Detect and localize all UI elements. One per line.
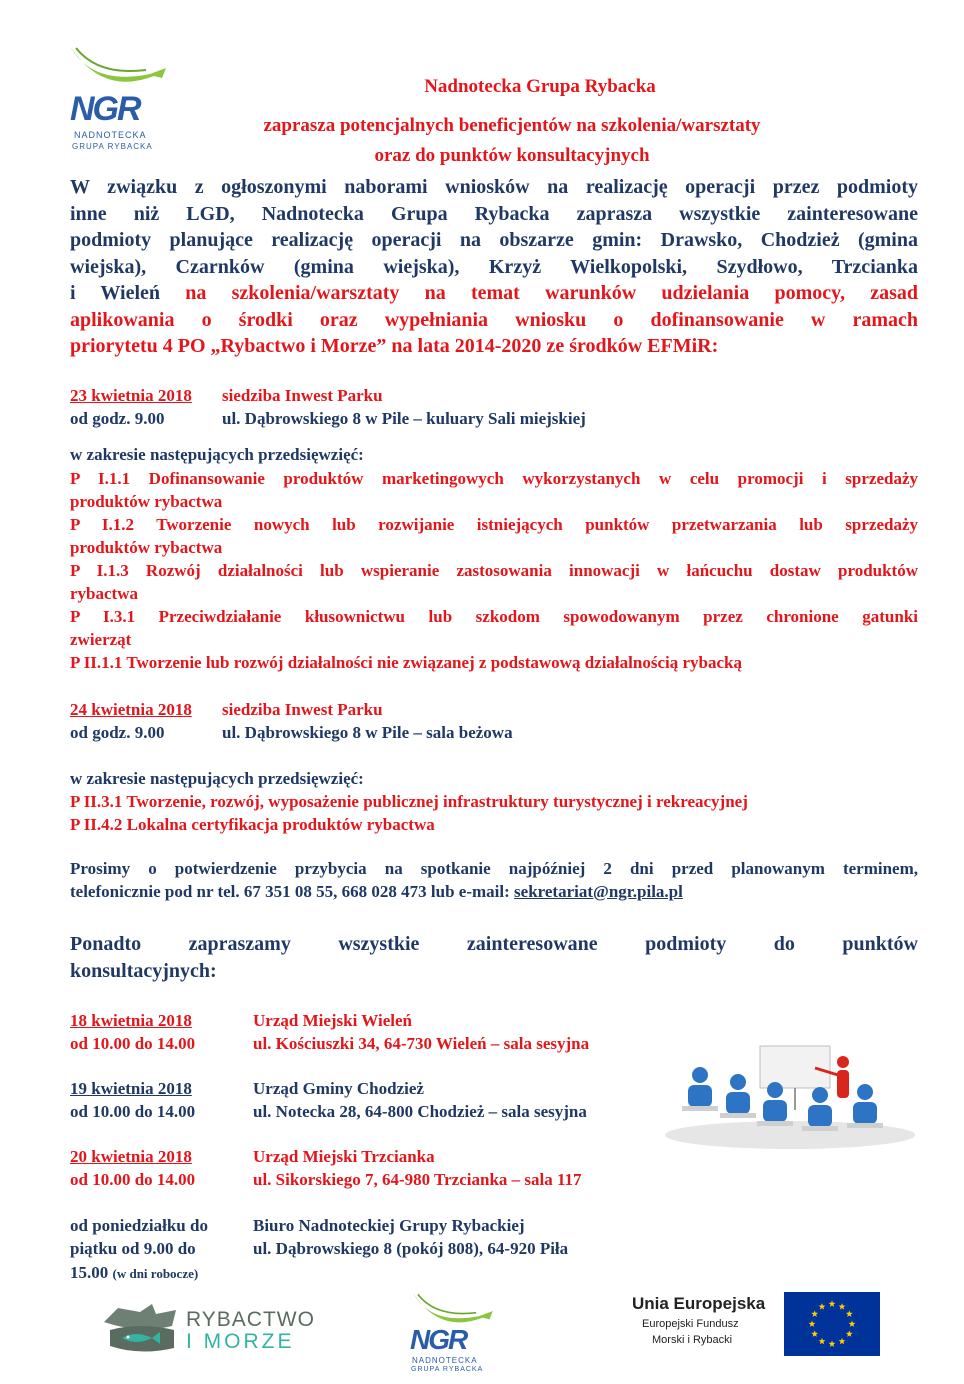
ngr-logo-line1: NADNOTECKA [74, 130, 147, 140]
session2-date-row [70, 698, 920, 721]
intro-line-6: aplikowania o środki oraz wypełniania wniosku o dofinansowanie w ramach [70, 308, 918, 331]
office-hours-note: (w dni robocze) [112, 1266, 199, 1281]
intro-paragraph [70, 174, 918, 360]
office-row-1 [70, 1214, 920, 1237]
consult2-date: 19 kwietnia 2018 [70, 1079, 192, 1098]
fish-pair-icon [100, 1300, 180, 1355]
intro-line-7: priorytetu 4 PO „Rybactwo i Morze” na lata 2014-2020 ze środków EFMiR: [70, 335, 719, 357]
consult-intro-line-2: konsultacyjnych: [70, 959, 217, 982]
meeting-illustration [660, 1040, 920, 1150]
consult2-address: ul. Notecka 28, 64-800 Chodzież – sala sesyjna [253, 1102, 587, 1121]
intro-line-3: podmioty planujące realizację operacji na obszarze gmin: Drawsko, Chodzież (gmina [70, 229, 918, 251]
ngr-bottom-line2: GRUPA RYBACKA [411, 1366, 484, 1373]
session1-scope-label: w zakresie następujących przedsięwzięć: [70, 445, 364, 464]
rybactwo-i-morze-logo [100, 1300, 315, 1360]
session1-time-row [70, 407, 920, 430]
office-address: ul. Dąbrowskiego 8 (pokój 808), 64-920 Piła [253, 1239, 569, 1258]
office-hours-l1: od poniedziałku do [70, 1216, 208, 1235]
confirm-line-1: Prosimy o potwierdzenie przybycia na spotkanie najpóźniej 2 dni przed planowanym terminem, [70, 859, 918, 878]
session1-item: P I.1.2 Tworzenie nowych lub rozwijanie istniejących punktów przetwarzania lub sprzedaży produktów rybactwa [70, 515, 918, 557]
session2-time: od godz. 9.00 [70, 723, 165, 742]
eu-logo-block [626, 1292, 886, 1356]
consult1-date-row [70, 1009, 920, 1032]
session1-item: P II.1.1 Tworzenie lub rozwój działalności nie związanej z podstawową działalnością rybacką [70, 653, 742, 672]
ngr-logo-text: NGR [70, 90, 140, 128]
intro-line-4: wiejska), Czarnków (gmina wiejska), Krzyż Wielkopolski, Szydłowo, Trzcianka [70, 255, 918, 278]
session1-item: P I.1.3 Rozwój działalności lub wspieranie zastosowania innowacji w łańcuchu dostaw produktów rybactwa [70, 561, 918, 603]
consult1-date: 18 kwietnia 2018 [70, 1011, 192, 1030]
session2-scope-label: w zakresie następujących przedsięwzięć: [70, 769, 364, 788]
session2-date: 24 kwietnia 2018 [70, 700, 192, 719]
consult1-address: ul. Kościuszki 34, 64-730 Wieleń – sala sesyjna [253, 1034, 590, 1053]
confirm-paragraph [70, 857, 918, 903]
ngr-logo-bottom [402, 1286, 502, 1378]
session2-time-row [70, 721, 920, 744]
ngr-bottom-line1: NADNOTECKA [412, 1356, 478, 1365]
consult1-time: od 10.00 do 14.00 [70, 1034, 196, 1053]
eu-line-2: Morski i Rybacki [652, 1334, 733, 1346]
consult1-office: Urząd Miejski Wieleń [253, 1011, 412, 1030]
session1-item: P I.3.1 Przeciwdziałanie kłusownictwu lub szkodom spowodowanym przez chronione gatunki zwierząt [70, 607, 918, 649]
session2-address: ul. Dąbrowskiego 8 w Pile – sala beżowa [222, 723, 513, 742]
page-subtitle-2: oraz do punktów konsultacyjnych [374, 145, 650, 166]
consult3-office: Urząd Miejski Trzcianka [253, 1147, 435, 1166]
intro-line-2: inne niż LGD, Nadnotecka Grupa Rybacka zaprasza wszystkie zainteresowane [70, 202, 918, 225]
session2-item: P II.4.2 Lokalna certyfikacja produktów rybactwa [70, 815, 435, 834]
session2-place: siedziba Inwest Parku [222, 700, 383, 719]
email-link[interactable]: sekretariat@ngr.pila.pl [514, 882, 683, 901]
rm-line-1: RYBACTWO [186, 1308, 315, 1331]
session1-date-row [70, 384, 920, 407]
consult-intro-line-1: Ponadto zapraszamy wszystkie zainteresowane podmioty do punktów [70, 933, 918, 955]
consult3-time-row [70, 1168, 920, 1191]
eu-title: Unia Europejska [632, 1294, 766, 1313]
consult-intro [70, 931, 918, 984]
office-hours-l2: piątku od 9.00 do [70, 1239, 196, 1258]
session1-time: od godz. 9.00 [70, 409, 165, 428]
office-row-2 [70, 1237, 920, 1260]
consult3-time: od 10.00 do 14.00 [70, 1170, 196, 1189]
ngr-logo-line2: GRUPA RYBACKA [72, 142, 153, 151]
session2-item: P II.3.1 Tworzenie, rozwój, wyposażenie publicznej infrastruktury turystycznej i rekreacyjnej [70, 792, 748, 811]
session1-items [70, 467, 918, 674]
rm-line-2: I MORZE [186, 1330, 295, 1353]
session1-place: siedziba Inwest Parku [222, 386, 383, 405]
session1-item: P I.1.1 Dofinansowanie produktów marketingowych wykorzystanych w celu promocji i sprzedaży produktów rybactwa [70, 469, 918, 511]
intro-line-5-red: na szkolenia/warsztaty na temat warunków udzielania pomocy, zasad [185, 282, 919, 304]
office-hours-l3: 15.00 [70, 1263, 109, 1282]
ngr-logo-top [62, 38, 172, 153]
office-name: Biuro Nadnoteckiej Grupy Rybackiej [253, 1216, 525, 1235]
fish-icon [62, 38, 172, 98]
confirm-line-2: telefonicznie pod nr tel. 67 351 08 55, 668 028 473 lub e-mail: sekretariat@ngr.pila.pl [70, 882, 683, 901]
consult2-office: Urząd Gminy Chodzież [253, 1079, 424, 1098]
meeting-icon [660, 1040, 920, 1150]
session1-date: 23 kwietnia 2018 [70, 386, 192, 405]
consult3-address: ul. Sikorskiego 7, 64-980 Trzcianka – sala 117 [253, 1170, 582, 1189]
office-row-3 [70, 1261, 920, 1285]
intro-line-5-navy: i Wieleń [70, 282, 161, 304]
eu-line-1: Europejski Fundusz [642, 1318, 739, 1330]
intro-line-5 [70, 280, 918, 307]
consult3-date: 20 kwietnia 2018 [70, 1147, 192, 1166]
intro-line-1: W związku z ogłoszonymi naborami wniosków na realizację operacji przez podmioty [70, 176, 918, 198]
page-title: Nadnotecka Grupa Rybacka [424, 76, 656, 97]
ngr-bottom-text: NGR [410, 1324, 467, 1355]
eu-flag-icon [784, 1292, 880, 1356]
consult2-time: od 10.00 do 14.00 [70, 1102, 196, 1121]
session1-address: ul. Dąbrowskiego 8 w Pile – kuluary Sali miejskiej [222, 409, 586, 428]
page-subtitle-1: zaprasza potencjalnych beneficjentów na szkolenia/warsztaty [263, 115, 761, 136]
